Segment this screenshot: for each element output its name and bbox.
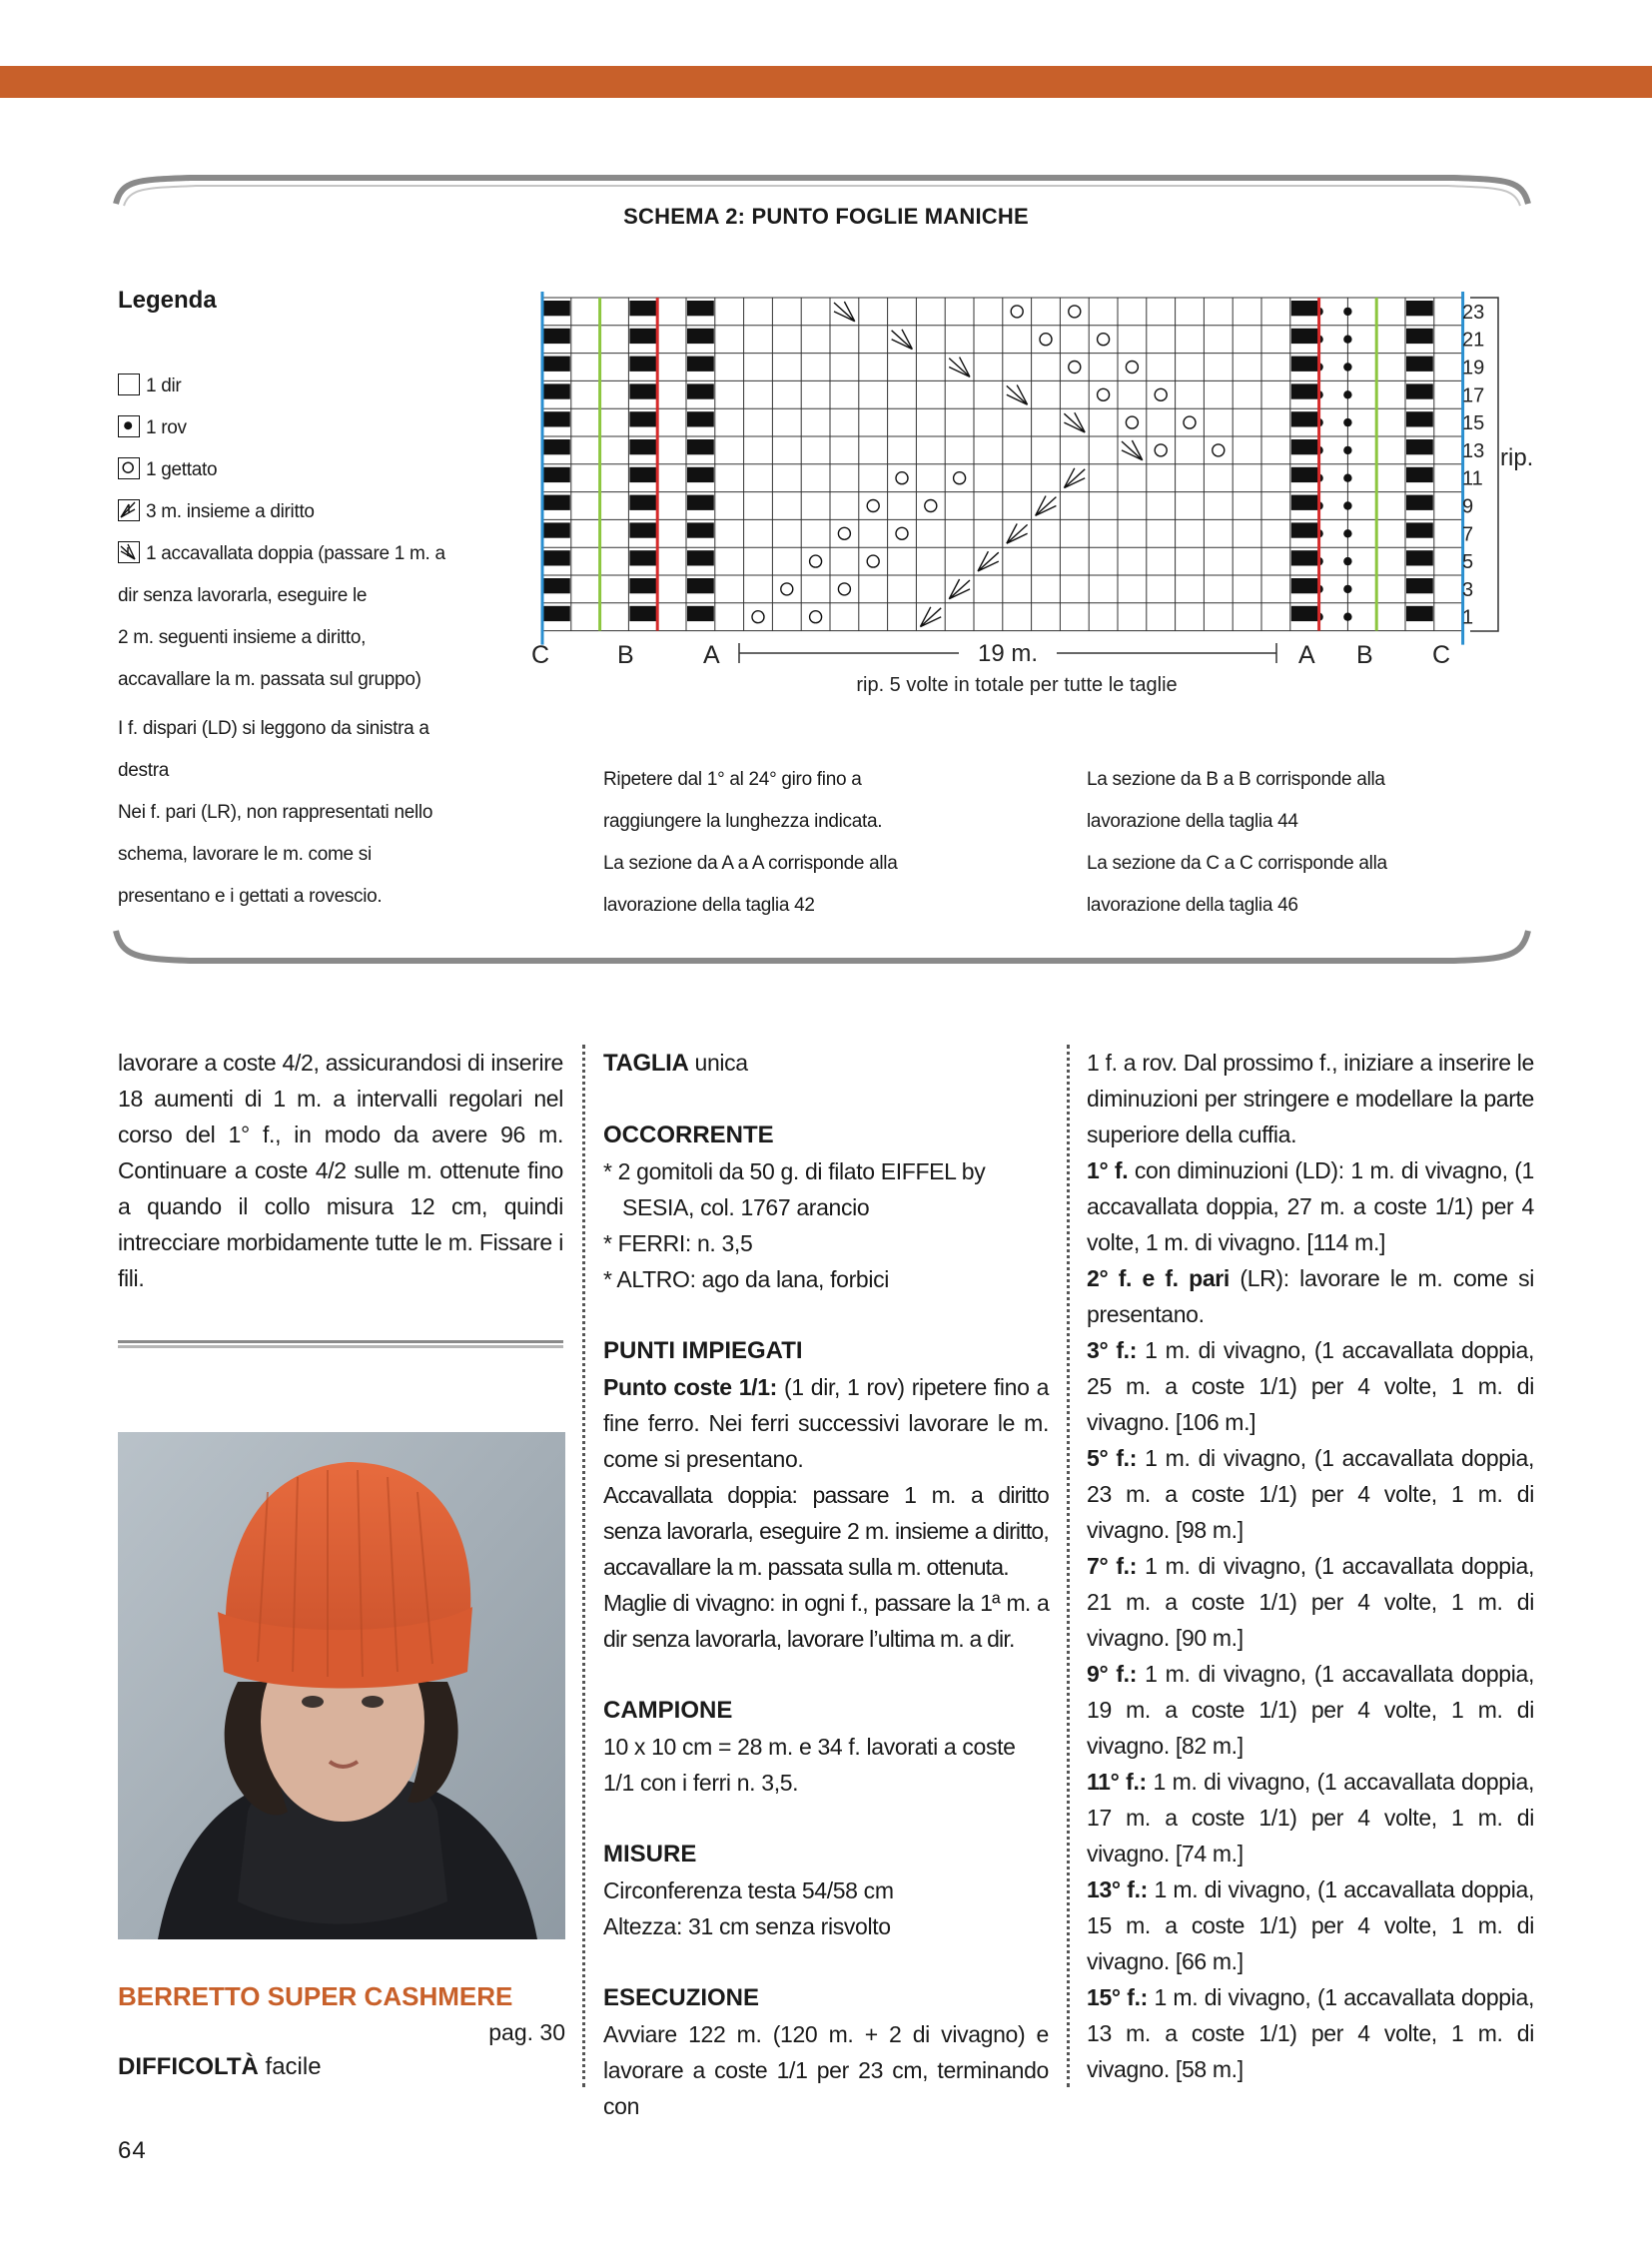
measure-head: Circonferenza testa 54/58 cm [603,1877,894,1903]
page-number: 64 [118,2137,147,2164]
gauge-text: 10 x 10 cm = 28 m. e 34 f. lavorati a coste 1/1 con i ferri n. 3,5. [603,1734,1016,1796]
chart-purl-block [543,329,570,344]
chart-purl-block [1291,495,1318,510]
chart-double-decrease [1007,384,1028,404]
chart-purl-block [1291,357,1318,372]
decrease-row-text: con diminuzioni (LD): 1 m. di vivagno, (1 accavallata doppia, 27 m. a coste 1/1) per 4 volte, 1 m. di vivagno. [114 m.] [1087,1157,1534,1255]
row-numbers [1462,302,1484,629]
chart-purl-block [687,383,714,398]
decrease-row [1087,1332,1534,1440]
section-letter-a-left: A [703,641,720,669]
chart-yarn-over [810,611,822,623]
chart-purl-dot [1343,390,1351,398]
chart-yarn-over [1126,416,1138,428]
decrease-row-text: 1 m. di vivagno, (1 accavallata doppia, 19 m. a coste 1/1) per 4 volte, 1 m. di vivagno. [82 m.] [1087,1661,1534,1759]
chart-purl-block [629,606,656,621]
chart-purl-block [1291,383,1318,398]
decrease-row-label: 9° f.: [1087,1661,1138,1687]
chart-purl-block [543,495,570,510]
decrease-row [1087,1764,1534,1871]
legend-item-double-decrease: 1 accavallata doppia (passare 1 m. a [118,533,445,575]
chart-purl-block [687,495,714,510]
chart-purl-block [1291,439,1318,454]
rip-label: rip. [1500,444,1534,471]
knit-square-icon [118,374,140,395]
decrease-row-label: 11° f.: [1087,1769,1147,1795]
chart-yarn-over [867,500,879,512]
k3tog-icon [118,499,140,521]
decrease-row [1087,1656,1534,1764]
decrease-row-text: 1 m. di vivagno, (1 accavallata doppia, 15 m. a coste 1/1) per 4 volte, 1 m. di vivagno. [66 m.] [1087,1876,1534,1974]
chart-purl-block [1291,550,1318,565]
legend-title: Legenda [118,287,217,314]
decrease-rows [1087,1152,1534,2087]
chart-purl-block [687,439,714,454]
decrease-row-text: 1 m. di vivagno, (1 accavallata doppia, 25 m. a coste 1/1) per 4 volte, 1 m. di vivagno. [106 m.] [1087,1337,1534,1435]
chart-title: SCHEMA 2: PUNTO FOGLIE MANICHE [623,204,1029,229]
chart-purl-block [687,578,714,593]
chart-purl-block [1406,606,1433,621]
column-1-text: lavorare a coste 4/2, assicurandosi di inserire 18 aumenti di 1 m. a intervalli regolari nel corso del 1° f., in modo da avere 96 m. Continuare a coste 4/2 sulle m. ottenute fino a quando il collo misura 12 cm, quindi intrecciare morbidamente tutte le m. Fissare i fili. [118,1050,563,1291]
chart-k3tog [1064,468,1085,488]
chart-purl-block [1406,439,1433,454]
chart-purl-block [1291,606,1318,621]
chart-box-bottom-border [110,917,1534,977]
chart-purl-block [629,411,656,426]
material-yarn: * 2 gomitoli da 50 g. di filato EIFFEL by SESIA, col. 1767 arancio [603,1158,986,1220]
row-number: 17 [1462,384,1485,407]
chart-double-decrease [834,302,855,322]
chart-purl-block [1406,411,1433,426]
chart-purl-block [1406,550,1433,565]
decrease-row-text: 1 m. di vivagno, (1 accavallata doppia, 21 m. a coste 1/1) per 4 volte, 1 m. di vivagno. [90 m.] [1087,1553,1534,1651]
double-decrease-icon [118,541,140,563]
chart-purl-block [629,383,656,398]
difficulty-value: facile [265,2053,322,2080]
row-number: 13 [1462,439,1485,462]
odd-rows-note-line-1: I f. dispari (LD) si leggono da sinistra a [118,718,429,739]
chart-yarn-over [1098,334,1110,346]
chart-grid [542,298,1463,631]
chart-yarn-over [1155,444,1167,456]
top-accent-bar [0,66,1652,98]
legend-item-k3tog: 3 m. insieme a diritto [118,491,315,533]
even-rows-note-line-2: schema, lavorare le m. come si [118,844,372,865]
chart-yarn-over [954,472,966,484]
chart-purl-block [543,411,570,426]
chart-purl-dot [1343,557,1351,565]
row-number: 3 [1462,578,1474,601]
chart-purl-block [1406,357,1433,372]
chart-purl-block [543,467,570,482]
double-decrease-text: Accavallata doppia: passare 1 m. a diritto senza lavorarla, eseguire 2 m. insieme a diritto, accavallare la m. passata sulla m. ottenuta. [603,1482,1049,1580]
yarn-over-circle-icon [118,457,140,479]
chart-purl-block [687,522,714,537]
column-3 [1087,1045,1534,2087]
chart-yarn-over [781,583,793,595]
column-separator-1 [582,1045,585,2087]
chart-yarn-over [1040,334,1052,346]
repeat-note-line-2: raggiungere la lunghezza indicata. [603,811,883,832]
row-number: 5 [1462,551,1474,574]
section-note-line-2: lavorazione della taglia 44 [1087,811,1298,832]
chart-purl-block [687,467,714,482]
row-number: 1 [1462,606,1474,629]
repeat-note-line-3: La sezione da A a A corrisponde alla [603,853,898,874]
chart-purl-block [629,301,656,316]
chart-k3tog [920,607,941,627]
repeat-note-line-1: Ripetere dal 1° al 24° giro fino a [603,769,862,790]
chart-purl-dot [1343,308,1351,316]
decrease-row-text: 1 m. di vivagno, (1 accavallata doppia, 13 m. a coste 1/1) per 4 volte, 1 m. di vivagno. [58 m.] [1087,1984,1534,2082]
decrease-row [1087,1979,1534,2087]
odd-rows-note-line-2: destra [118,760,170,781]
chart-purl-block [543,383,570,398]
chart-yarn-over [1069,362,1081,374]
chart-yarn-over [896,527,908,539]
chart-double-decrease [949,358,970,377]
chart-purl-dot [1343,336,1351,344]
stitch-count: 19 m. [977,640,1039,667]
chart-purl-block [629,522,656,537]
material-needles: * FERRI: n. 3,5 [603,1230,753,1256]
section-note-line-3: La sezione da C a C corrisponde alla [1087,853,1387,874]
decrease-row [1087,1548,1534,1656]
legend-item-purl: 1 rov [118,407,187,449]
chart-yarn-over [1126,362,1138,374]
row-number: 23 [1462,301,1485,324]
chart-yarn-over [1011,306,1023,318]
chart-purl-block [1406,495,1433,510]
row-number: 21 [1462,329,1485,352]
column-2 [603,1045,1049,2124]
chart-yarn-over [896,472,908,484]
legend-item-knit: 1 dir [118,366,181,407]
chart-yarn-over [1213,444,1225,456]
hat-photo [118,1432,565,1939]
stitches-title: PUNTI IMPIEGATI [603,1337,803,1364]
chart-purl-block [687,357,714,372]
purl-dot-icon [118,415,140,437]
even-rows-note-line-1: Nei f. pari (LR), non rappresentati nello [118,802,433,823]
section-divider [118,1340,563,1348]
chart-k3tog [1007,523,1028,543]
row-number: 7 [1462,523,1474,546]
material-other: * ALTRO: ago da lana, forbici [603,1266,890,1292]
chart-purl-block [1291,301,1318,316]
chart-double-decrease [892,330,913,350]
chart-purl-block [543,301,570,316]
row-number: 11 [1462,467,1483,490]
repeat-caption: rip. 5 volte in totale per tutte le taglie [856,674,1178,696]
rib-label: Punto coste 1/1: [603,1374,777,1400]
chart-yarn-over [838,583,850,595]
chart-purl-block [629,495,656,510]
chart-purl-dot [1343,418,1351,426]
chart-purl-block [687,550,714,565]
page-reference: pag. 30 [488,2019,565,2045]
even-rows-note-line-3: presentano e i gettati a rovescio. [118,886,383,907]
materials-title: OCCORRENTE [603,1121,774,1148]
execution-title: ESECUZIONE [603,1984,760,2011]
chart-yarn-over [838,527,850,539]
row-number: 19 [1462,357,1485,379]
decrease-row-label: 13° f.: [1087,1876,1148,1902]
decrease-row-label: 7° f.: [1087,1553,1138,1579]
row-number: 15 [1462,412,1485,435]
chart-purl-block [543,522,570,537]
chart-purl-block [1406,522,1433,537]
section-letter-a-right: A [1298,641,1315,669]
product-title: BERRETTO SUPER CASHMERE [118,1981,513,2011]
chart-yarn-over [925,500,937,512]
chart-purl-block [1291,467,1318,482]
chart-yarn-over [752,611,764,623]
section-letter-b-right: B [1356,641,1373,669]
size-value: unica [694,1050,748,1076]
chart-purl-block [687,301,714,316]
chart-purl-dot [1343,474,1351,482]
chart-purl-block [629,578,656,593]
legend-item-double-decrease-line-2: dir senza lavorarla, eseguire le [118,585,368,606]
gauge-title: CAMPIONE [603,1697,733,1724]
decrease-row [1087,1260,1534,1332]
decrease-row [1087,1871,1534,1979]
decrease-row-label: 2° f. e f. pari [1087,1265,1230,1291]
chart-purl-block [687,329,714,344]
row-number: 9 [1462,495,1474,518]
section-note-line-1: La sezione da B a B corrisponde alla [1087,769,1385,790]
chart-purl-dot [1343,613,1351,621]
chart-purl-block [629,467,656,482]
decrease-row [1087,1440,1534,1548]
decrease-row-label: 3° f.: [1087,1337,1138,1363]
legend-item-double-decrease-line-3: 2 m. seguenti insieme a diritto, [118,627,367,648]
chart-yarn-over [1184,416,1196,428]
chart-purl-block [629,329,656,344]
chart-purl-block [543,550,570,565]
knitting-chart [519,290,1548,709]
section-letter-c-left: C [531,641,550,669]
column-separator-2 [1067,1045,1070,2087]
measure-height: Altezza: 31 cm senza risvolto [603,1913,891,1939]
chart-purl-block [1291,578,1318,593]
legend-item-yarn-over: 1 gettato [118,449,217,491]
execution-text: Avviare 122 m. (120 m. + 2 di vivagno) e lavorare a coste 1/1 per 23 cm, terminando con [603,2021,1049,2119]
size-label: TAGLIA [603,1050,689,1077]
difficulty-label: DIFFICOLTÀ [118,2053,259,2080]
decrease-intro: 1 f. a rov. Dal prossimo f., iniziare a inserire le diminuzioni per stringere e modellare la parte superiore della cuffia. [1087,1050,1534,1147]
difficulty [118,2053,322,2081]
legend-item-double-decrease-line-4: accavallare la m. passata sul gruppo) [118,669,421,690]
chart-purl-dot [1343,529,1351,537]
decrease-row-label: 1° f. [1087,1157,1129,1183]
decrease-row-text: 1 m. di vivagno, (1 accavallata doppia, 17 m. a coste 1/1) per 4 volte, 1 m. di vivagno. [74 m.] [1087,1769,1534,1867]
decrease-row-label: 5° f.: [1087,1445,1138,1471]
decrease-row-label: 15° f.: [1087,1984,1148,2010]
chart-yarn-over [1155,388,1167,400]
chart-purl-block [1406,383,1433,398]
chart-k3tog [949,579,970,599]
chart-purl-block [687,606,714,621]
section-note-line-4: lavorazione della taglia 46 [1087,895,1298,916]
decrease-row-text: 1 m. di vivagno, (1 accavallata doppia, 23 m. a coste 1/1) per 4 volte, 1 m. di vivagno. [98 m.] [1087,1445,1534,1543]
chart-purl-block [629,439,656,454]
chart-purl-block [1406,329,1433,344]
chart-k3tog [1036,496,1057,516]
chart-purl-block [543,439,570,454]
chart-purl-dot [1343,363,1351,371]
decrease-row-text: (LR): lavorare le m. come si presentano. [1087,1265,1535,1327]
decrease-row [1087,1152,1534,1260]
chart-purl-block [1291,411,1318,426]
chart-yarn-over [1069,306,1081,318]
chart-purl-block [543,357,570,372]
chart-yarn-over [867,555,879,567]
chart-double-decrease [1122,440,1143,460]
chart-purl-block [543,606,570,621]
section-letter-c-right: C [1432,641,1451,669]
chart-purl-block [629,550,656,565]
chart-purl-block [629,357,656,372]
section-letter-b-left: B [617,641,634,669]
chart-yarn-over [1098,388,1110,400]
chart-yarn-over [810,555,822,567]
chart-purl-block [687,411,714,426]
chart-purl-block [1291,522,1318,537]
chart-purl-dot [1343,446,1351,454]
rib-stitch: Punto coste 1/1: (1 dir, 1 rov) ripetere fino a fine ferro. Nei ferri successivi lavorare le m. come si presentano. [603,1374,1050,1472]
chart-purl-block [1406,301,1433,316]
chart-k3tog [978,551,999,571]
measures-title: MISURE [603,1841,697,1868]
chart-purl-block [1406,578,1433,593]
chart-purl-block [1291,329,1318,344]
chart-purl-dot [1343,585,1351,593]
chart-purl-dot [1343,501,1351,509]
repeat-note-line-4: lavorazione della taglia 42 [603,895,815,916]
chart-purl-block [1406,467,1433,482]
selvage-text: Maglie di vivagno: in ogni f., passare la 1ª m. a dir senza lavorarla, lavorare l’ultima m. a dir. [603,1590,1049,1652]
chart-double-decrease [1064,412,1085,432]
chart-purl-block [543,578,570,593]
